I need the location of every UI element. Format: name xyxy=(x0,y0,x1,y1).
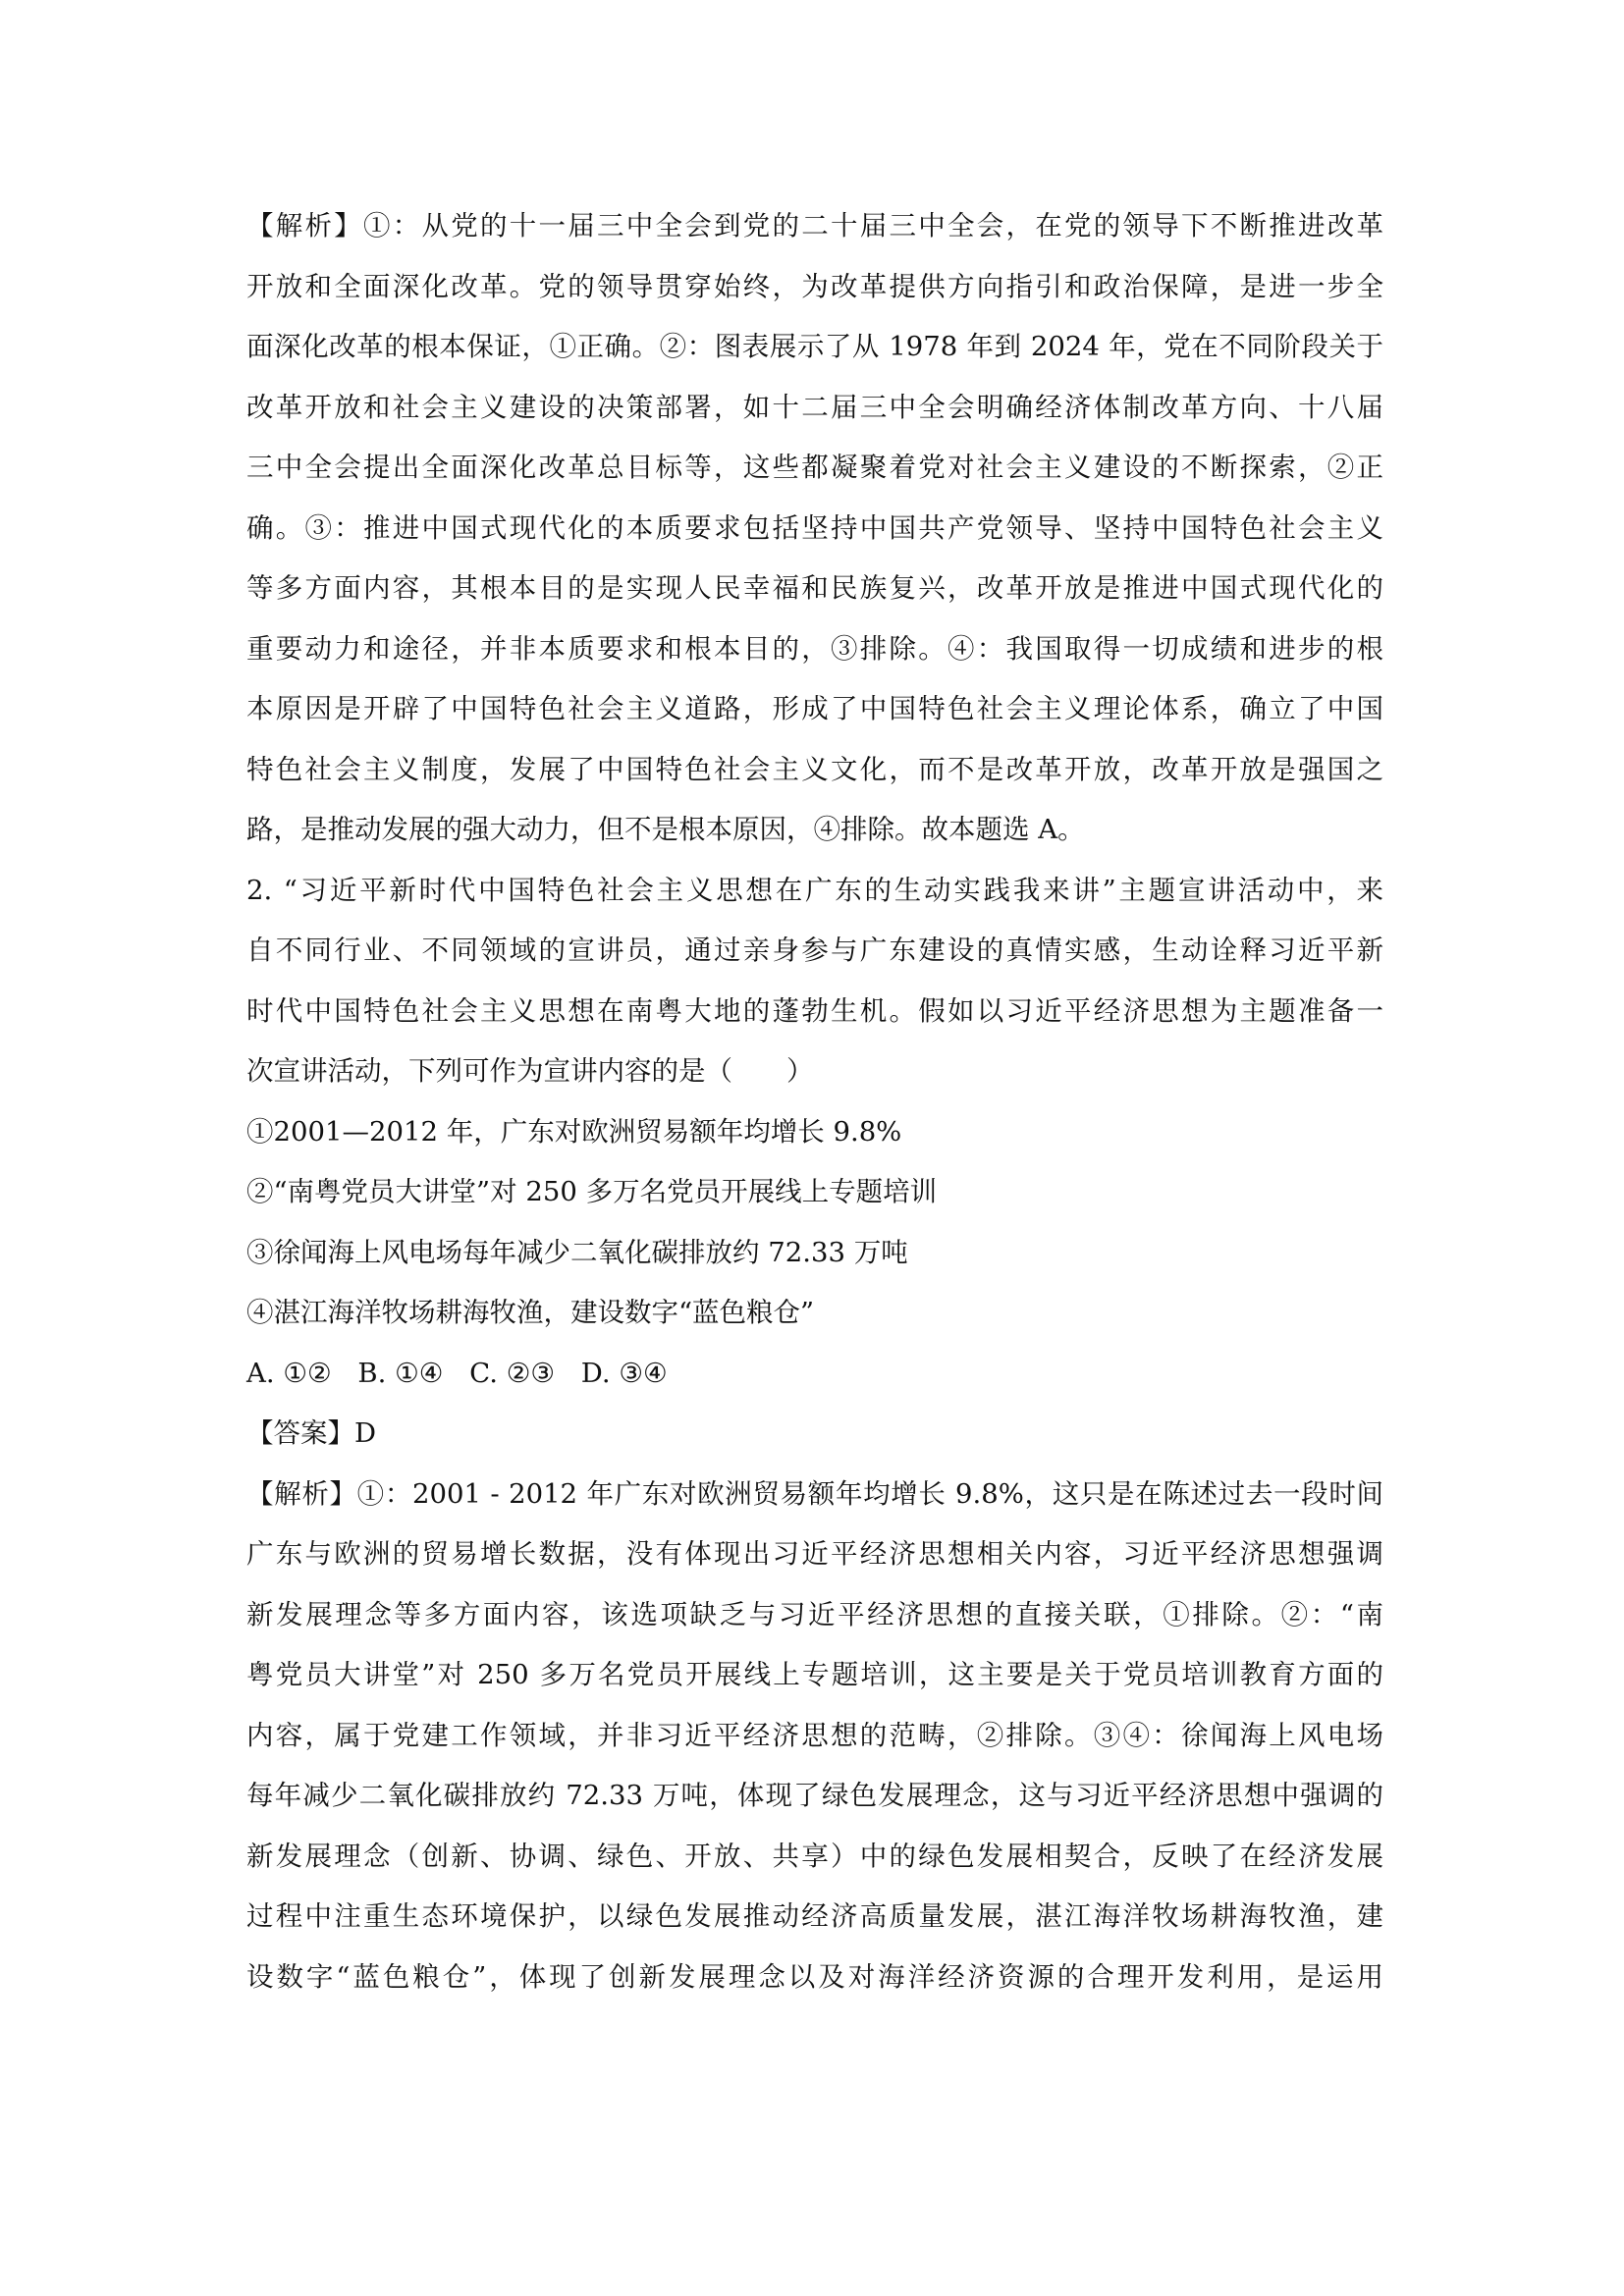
question-stem-line: 2. “习近平新时代中国特色社会主义思想在广东的生动实践我来讲”主题宣讲活动中，来 xyxy=(246,874,1383,906)
statement-item: ②“南粤党员大讲堂”对 250 多万名党员开展线上专题培训 xyxy=(246,1176,938,1207)
answer-line: 【答案】D xyxy=(246,1417,377,1449)
choice-c: C. ②③ xyxy=(469,1357,556,1389)
analysis-line: 粤党员大讲堂”对 250 多万名党员开展线上专题培训，这主要是关于党员培训教育方面的 xyxy=(246,1659,1383,1690)
analysis-line: 面深化改革的根本保证，①正确。②：图表展示了从 1978 年到 2024 年，党在不同阶段关于 xyxy=(246,331,1383,362)
analysis-line: 设数字“蓝色粮仓”，体现了创新发展理念以及对海洋经济资源的合理开发利用，是运用 xyxy=(246,1960,1383,1993)
analysis-line: 广东与欧洲的贸易增长数据，没有体现出习近平经济思想相关内容，习近平经济思想强调 xyxy=(246,1538,1383,1570)
analysis-line: 三中全会提出全面深化改革总目标等，这些都凝聚着党对社会主义建设的不断探索，②正 xyxy=(246,452,1383,483)
analysis-line: 每年减少二氧化碳排放约 72.33 万吨，体现了绿色发展理念，这与习近平经济思想中强调的 xyxy=(246,1780,1383,1811)
analysis-line: 新发展理念（创新、协调、绿色、开放、共享）中的绿色发展相契合，反映了在经济发展 xyxy=(246,1840,1383,1872)
analysis-line: 过程中注重生态环境保护，以绿色发展推动经济高质量发展，湛江海洋牧场耕海牧渔，建 xyxy=(246,1900,1383,1932)
choice-a: A. ①② xyxy=(246,1357,332,1389)
analysis-line: 新发展理念等多方面内容，该选项缺乏与习近平经济思想的直接关联，①排除。②：“南 xyxy=(246,1598,1383,1630)
statement-item: ④湛江海洋牧场耕海牧渔，建设数字“蓝色粮仓” xyxy=(246,1297,815,1328)
statement-item: ③徐闻海上风电场每年减少二氧化碳排放约 72.33 万吨 xyxy=(246,1236,908,1268)
analysis-q1 xyxy=(246,196,1383,861)
question-2 xyxy=(246,861,1383,2008)
analysis-line: 【解析】①：2001 - 2012 年广东对欧洲贸易额年均增长 9.8%，这只是在陈述过去一段时间 xyxy=(246,1477,1383,1510)
analysis-line: 内容，属于党建工作领域，并非习近平经济思想的范畴，②排除。③④：徐闻海上风电场 xyxy=(246,1719,1383,1751)
analysis-line: 【解析】①：从党的十一届三中全会到党的二十届三中全会，在党的领导下不断推进改革 xyxy=(246,210,1383,241)
question-stem-line: 时代中国特色社会主义思想在南粤大地的蓬勃生机。假如以习近平经济思想为主题准备一 xyxy=(246,994,1383,1027)
question-stem-line: 自不同行业、不同领域的宣讲员，通过亲身参与广东建设的真情实感，生动诠释习近平新 xyxy=(246,934,1383,966)
analysis-line: 路，是推动发展的强大动力，但不是根本原因，④排除。故本题选 A。 xyxy=(246,814,1085,845)
analysis-line: 特色社会主义制度，发展了中国特色社会主义文化，而不是改革开放，改革开放是强国之 xyxy=(246,753,1383,785)
analysis-line: 确。③：推进中国式现代化的本质要求包括坚持中国共产党领导、坚持中国特色社会主义 xyxy=(246,511,1383,544)
analysis-line: 本原因是开辟了中国特色社会主义道路，形成了中国特色社会主义理论体系，确立了中国 xyxy=(246,693,1383,724)
choice-b: B. ①④ xyxy=(357,1357,444,1389)
answer-choices xyxy=(246,1344,1383,1405)
analysis-line: 改革开放和社会主义建设的决策部署，如十二届三中全会明确经济体制改革方向、十八届 xyxy=(246,391,1383,423)
analysis-line: 重要动力和途径，并非本质要求和根本目的，③排除。④：我国取得一切成绩和进步的根 xyxy=(246,632,1383,665)
statement-item: ①2001—2012 年，广东对欧洲贸易额年均增长 9.8% xyxy=(246,1115,902,1148)
page-content xyxy=(246,196,1383,2007)
analysis-line: 等多方面内容，其根本目的是实现人民幸福和民族复兴，改革开放是推进中国式现代化的 xyxy=(246,572,1383,604)
choice-d: D. ③④ xyxy=(580,1357,668,1389)
question-stem-line: 次宣讲活动，下列可作为宣讲内容的是（ ） xyxy=(246,1055,814,1087)
analysis-line: 开放和全面深化改革。党的领导贯穿始终，为改革提供方向指引和政治保障，是进一步全 xyxy=(246,270,1383,302)
